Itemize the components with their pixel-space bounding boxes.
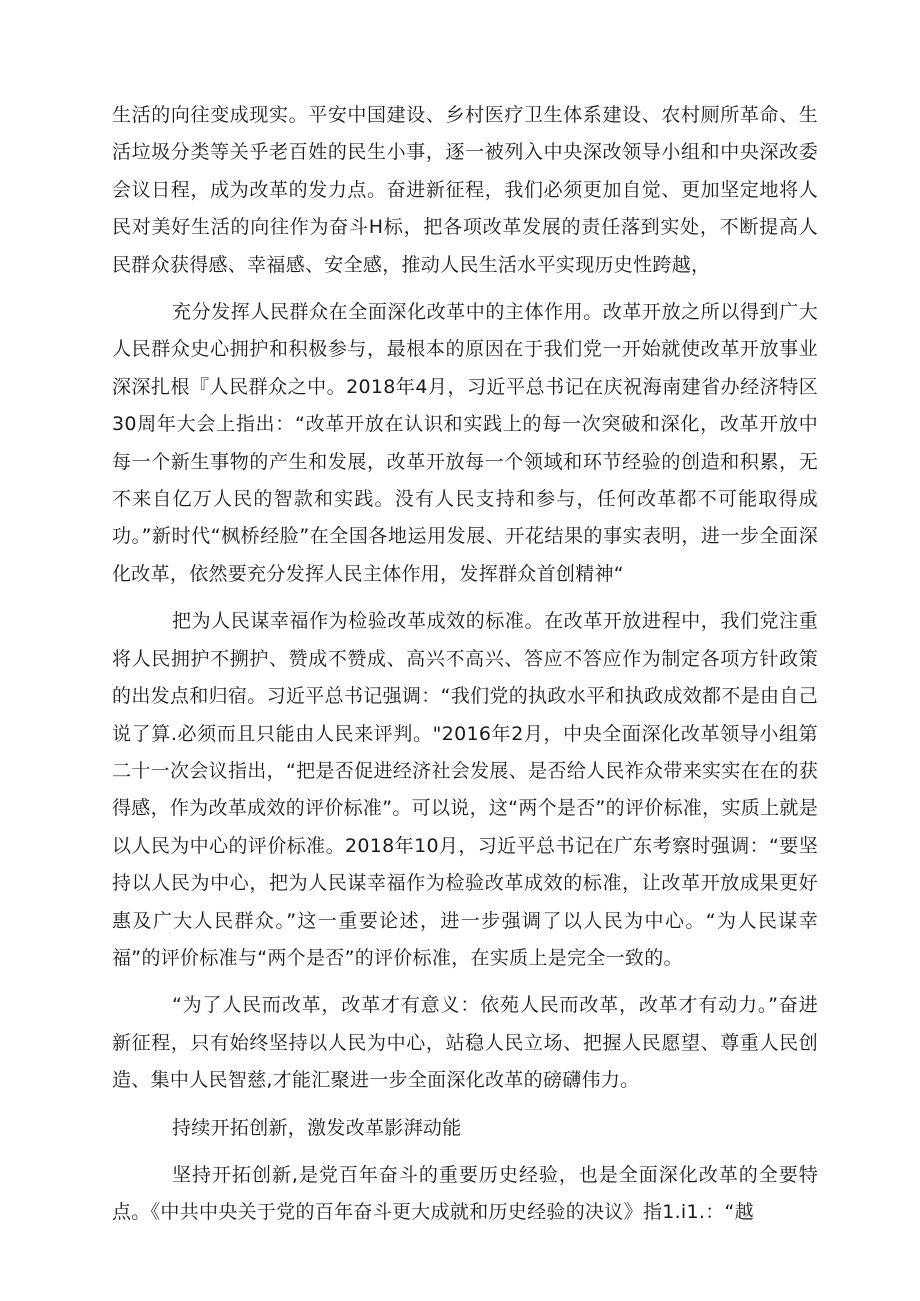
paragraph-gap xyxy=(112,1147,818,1157)
document-body xyxy=(112,97,818,1232)
section-heading: 持续开拓创新，激发改革影湃动能 xyxy=(172,1116,462,1139)
paragraph-1: 生活的向往变成现实。平安中国建设、乡村医疗卫生体系建设、农村厕所革命、生活垃圾分类等关乎老百姓的民生小事，逐一被列入中央深改领导小组和中央深改委会议日程，成为改革的发力点。奋进新征程，我们必须更加自觉、更加坚定地将人民对美好生活的向往作为奋斗H标，把各项改革发展的责任落到实处，不断提高人民群众获得感、幸福感、安全感，推动人民生活水平实现历史性跨越， xyxy=(112,104,818,276)
paragraph-3: 把为人民谋幸福作为检验改革成效的标准。在改革开放进程中，我们党注重将人民拥护不搠护、赞成不赞成、高兴不高兴、答应不答应作为制定各项方针政策的出发点和归宿。习近平总书记强调：“我们党的执政水平和执政成效都不是由自己说了算.必须而且只能由人民来评判。"2016年2月，中央全面深化改革领导小组第二十一次会议指出，“把是否促进经济社会发展、是否给人民祚众带来实实在在的获得感，作为改革成效的评价标准”。可以说，这“两个是否”的评价标准，实质上就是以人民为中心的评价标准。2018年10月，习近平总书记在广东考察时强调：“要坚持以人民为中心，把为人民谋幸福作为检验改革成效的标准，让改革开放成果更好惠及广大人民群众。”这一重要论述，进一步强调了以人民为中心。“为人民谋幸福”的评价标准与“两个是否”的评价标准，在实质上是完全一致的。 xyxy=(112,610,818,969)
paragraph-2: 充分发挥人民群众在全面深化改革中的主体作用。改革开放之所以得到广大人民群众史心拥护和积极参与，最根本的原因在于我们党一开始就使改革开放事业深深扎根『人民群众之中。2018年4月，习近平总书记在庆祝海南建省办经济特区30周年大会上指出：“改革开放在认识和实践上的每一次突破和深化，改革开放中每一个新生事物的产生和发展，改革开放每一个领域和环节经验的创造和积累，无不来自亿万人民的智款和实践。没有人民支持和参与，任何改革都不可能取得成功。”新时代“枫桥经脸”在全国各地运用发展、开花结果的事实表明，进一步全面深化改革，依然要充分发挥人民主体作用，发挥群众首创精神“ xyxy=(112,301,818,585)
paragraph-4: “为了人民而改革，改革才有意义：依苑人民而改革，改革才有动力。”奋进新征程，只有始终坚持以人民为中心，站稳人民立场、把握人民愿望、尊重人民创造、集中人民智慈,才能汇聚进一步全面深化改革的磅礴伟力。 xyxy=(112,994,818,1092)
paragraph-gap xyxy=(112,593,818,603)
paragraph-gap xyxy=(112,1100,818,1110)
paragraph-5: 坚持开拓创新,是党百年奋斗的重要历史经验，也是全面深化改革的全要特点。《中共中央关于党的百年奋斗更大成就和历史经验的决议》指1.i1.：“越 xyxy=(112,1163,818,1224)
paragraph-gap xyxy=(112,284,818,294)
paragraph-gap xyxy=(112,977,818,987)
